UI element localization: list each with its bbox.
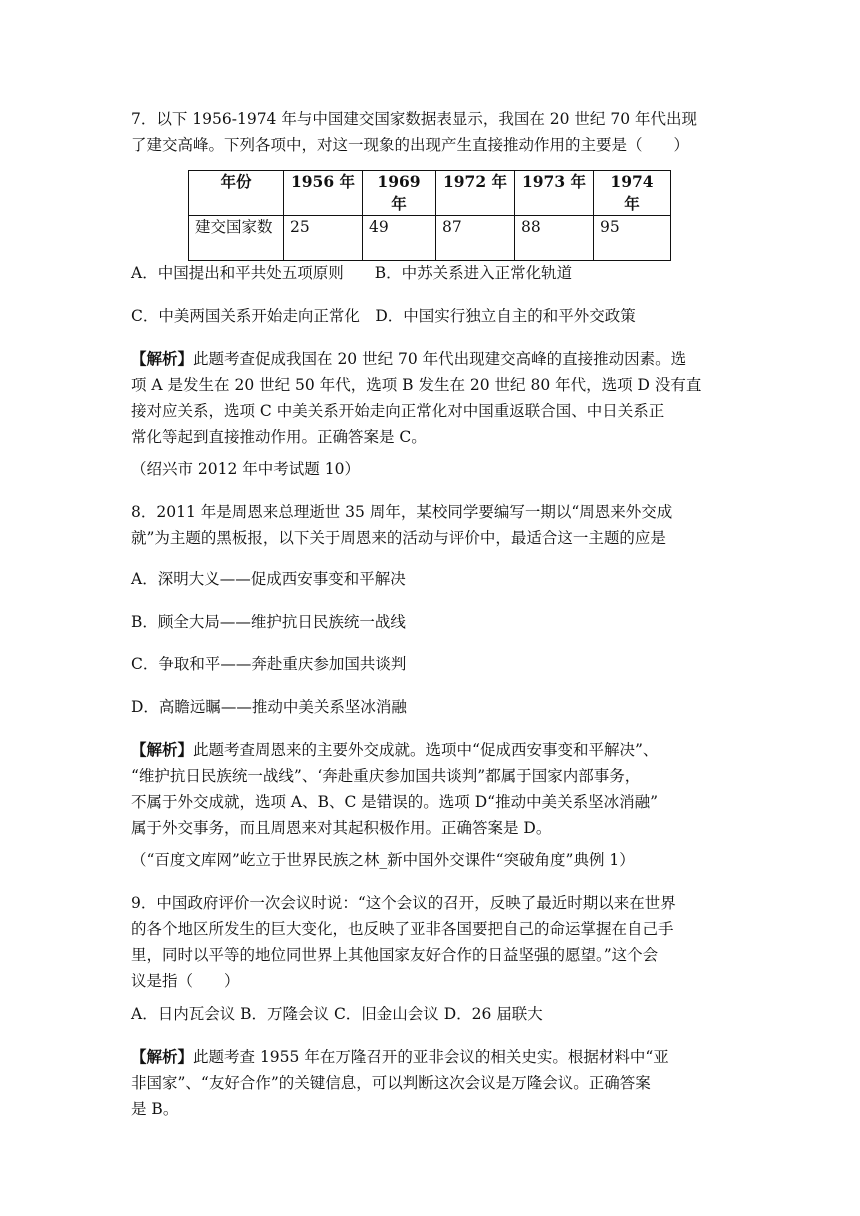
q7-line-2: 了建交高峰。下列各项中，对这一现象的出现产生直接推动作用的主要是（ ）: [131, 136, 690, 154]
q9-analysis-line-3: 是 B。: [131, 1100, 179, 1118]
q9-analysis-line-2: 非国家”、“友好合作”的关键信息，可以判断这次会议是万隆会议。正确答案: [131, 1074, 651, 1092]
q8-analysis-line-3: 不属于外交成就，选项 A、B、C 是错误的。选项 D“推动中美关系坚冰消融”: [131, 793, 659, 811]
q7-analysis-line-3: 接对应关系，选项 C 中美关系开始走向正常化对中国重返联合国、中日关系正: [131, 402, 665, 420]
table-cell: 87: [436, 216, 515, 261]
q8-analysis: [131, 737, 731, 841]
q8-option-a: A．深明大义——促成西安事变和平解决: [131, 570, 406, 588]
q7-line-1: 7．以下 1956-1974 年与中国建交国家数据表显示，我国在 20 世纪 70 年代出现: [131, 110, 698, 128]
q7-analysis-line-1: 此题考查促成我国在 20 世纪 70 年代出现建交高峰的直接推动因素。选: [193, 350, 687, 368]
q8-analysis-line-1: 此题考查周恩来的主要外交成就。选项中“促成西安事变和平解决”、: [193, 741, 659, 759]
q7-options-line-2: C．中美两国关系开始走向正常化 D．中国实行独立自主的和平外交政策: [131, 307, 636, 325]
analysis-tag: 【解析】: [131, 740, 194, 759]
table-header-cell: 1972 年: [436, 171, 515, 216]
question-8-stem: [131, 499, 731, 551]
q8-analysis-line-4: 属于外交事务，而且周恩来对其起积极作用。正确答案是 D。: [131, 819, 552, 837]
q7-analysis-line-2: 项 A 是发生在 20 世纪 50 年代，选项 B 发生在 20 世纪 80 年代，选项 D 没有直: [131, 376, 702, 394]
table-header-cell: 1974 年: [594, 171, 671, 216]
table-header-row: [189, 171, 671, 216]
q9-analysis: [131, 1044, 731, 1122]
table-cell: 95: [594, 216, 671, 261]
q9-line-1: 9．中国政府评价一次会议时说：“这个会议的召开，反映了最近时期以来在世界: [131, 894, 676, 912]
q8-line-2: 就”为主题的黑板报，以下关于周恩来的活动与评价中，最适合这一主题的应是: [131, 529, 666, 547]
table-header-cell: 1973 年: [515, 171, 594, 216]
q8-option-b: B．顾全大局——维护抗日民族统一战线: [131, 613, 406, 631]
table-row-label: 建交国家数: [189, 216, 284, 261]
q9-source: （“百度文库网”屹立于世界民族之林_新中国外交课件“突破角度”典例 1）: [131, 851, 635, 869]
q7-analysis: [131, 346, 731, 450]
table-header-cell: 年份: [189, 171, 284, 216]
q8-analysis-line-2: “维护抗日民族统一战线”、‘奔赴重庆参加国共谈判”都属于国家内部事务，: [131, 767, 641, 785]
table-header-cell: 1956 年: [284, 171, 363, 216]
question-9-stem: [131, 890, 731, 994]
q8-source: （绍兴市 2012 年中考试题 10）: [131, 460, 360, 478]
q9-options: A．日内瓦会议 B．万隆会议 C．旧金山会议 D．26 届联大: [131, 1005, 543, 1023]
q9-line-4: 议是指（ ）: [131, 972, 240, 990]
q9-analysis-line-1: 此题考查 1955 年在万隆召开的亚非会议的相关史实。根据材料中“亚: [193, 1048, 669, 1066]
table-cell: 88: [515, 216, 594, 261]
q8-option-d: D．高瞻远瞩——推动中美关系坚冰消融: [131, 698, 407, 716]
q7-analysis-line-4: 常化等起到直接推动作用。正确答案是 C。: [131, 428, 427, 446]
analysis-tag: 【解析】: [131, 1047, 194, 1066]
q8-line-1: 8．2011 年是周恩来总理逝世 35 周年，某校同学要编写一期以“周恩来外交成: [131, 503, 673, 521]
q9-line-2: 的各个地区所发生的巨大变化，也反映了亚非各国要把自己的命运掌握在自己手: [131, 920, 674, 938]
q9-line-3: 里，同时以平等的地位同世界上其他国家友好合作的日益坚强的愿望。”这个会: [131, 946, 659, 964]
question-7-stem: [131, 106, 731, 158]
table-header-cell: 1969 年: [363, 171, 436, 216]
table-cell: 49: [363, 216, 436, 261]
table-cell: 25: [284, 216, 363, 261]
diplomatic-relations-table: [188, 170, 671, 261]
q7-options-line-1: A．中国提出和平共处五项原则 B．中苏关系进入正常化轨道: [131, 264, 573, 282]
q8-option-c: C．争取和平——奔赴重庆参加国共谈判: [131, 655, 407, 673]
table-row: [189, 216, 671, 261]
analysis-tag: 【解析】: [131, 349, 194, 368]
